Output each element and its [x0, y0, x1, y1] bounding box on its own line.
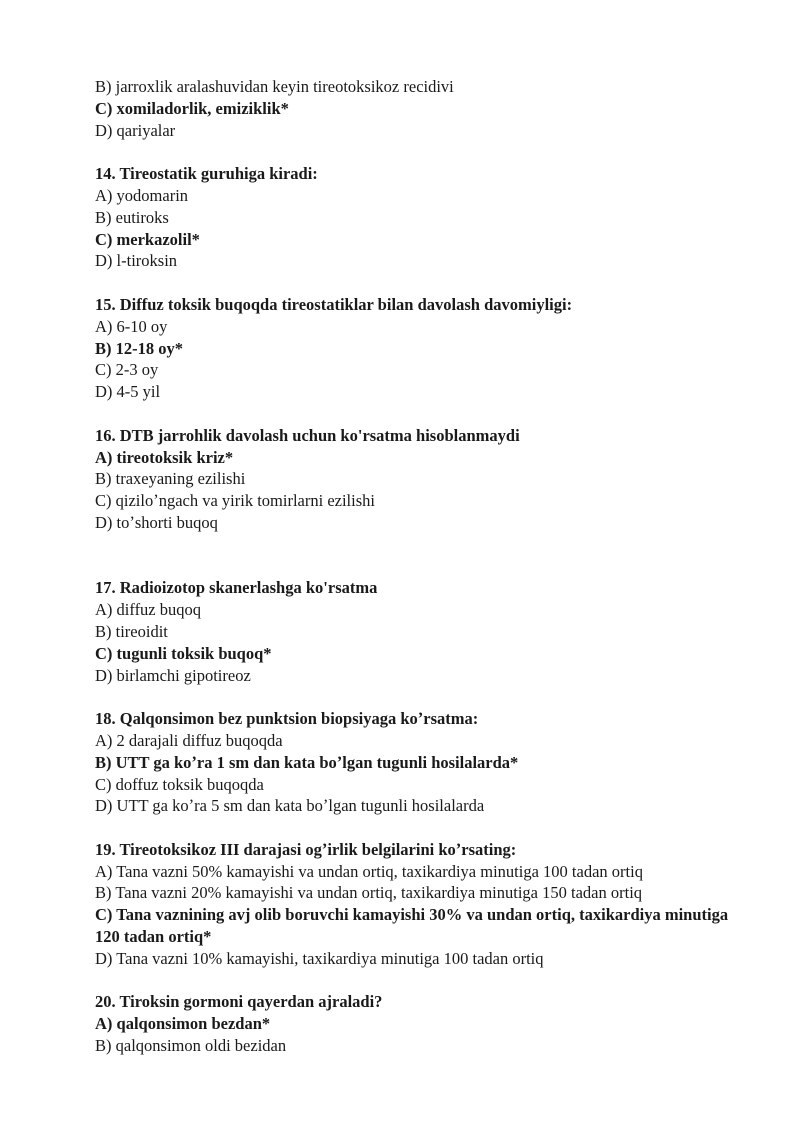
option-c-correct: C) merkazolil* — [95, 229, 200, 249]
option-b-correct: B) UTT ga koʼra 1 sm dan kata boʼlgan tugunli hosilalarda* — [95, 752, 519, 772]
option-d: D) l-tiroksin — [95, 251, 178, 271]
option-c: C) 2-3 oy — [95, 360, 159, 380]
option-a-correct: A) qalqonsimon bezdan* — [95, 1014, 271, 1034]
option-b: B) Tana vazni 20% kamayishi va undan ortiq, taxikardiya minutiga 150 tadan ortiq — [95, 883, 643, 903]
option-a: A) diffuz buqoq — [95, 600, 202, 620]
question-title: 20. Tiroksin gormoni qayerdan ajraladi? — [95, 992, 383, 1012]
question-title: 18. Qalqonsimon bez punktsion biopsiyaga koʼrsatma: — [95, 709, 479, 729]
option-d: D) toʼshorti buqoq — [95, 512, 218, 532]
option-a: A) 2 darajali diffuz buqoqda — [95, 730, 283, 750]
option-c-correct: C) xomiladorlik, emiziklik* — [95, 98, 289, 118]
option-a-correct: A) tireotoksik kriz* — [95, 447, 234, 467]
option-a: A) 6-10 oy — [95, 316, 168, 336]
option-c-correct: C) Tana vaznining avj olib boruvchi kamayishi 30% va undan ortiq, taxikardiya minutiga 120 tadan ortiq* — [95, 905, 729, 947]
question-title: 19. Tireotoksikoz III darajasi ogʼirlik belgilarini koʼrsating: — [95, 839, 517, 859]
option-b: B) jarroxlik aralashuvidan keyin tireotoksikoz recidivi — [95, 77, 454, 96]
option-b: B) traxeyaning ezilishi — [95, 469, 246, 489]
option-c-correct: C) tugunli toksik buqoq* — [95, 643, 272, 663]
question-title: 16. DTB jarrohlik davolash uchun ko'rsatma hisoblanmaydi — [95, 425, 520, 445]
option-c: C) qiziloʼngach va yirik tomirlarni ezilishi — [95, 491, 375, 511]
option-d: D) Tana vazni 10% kamayishi, taxikardiya minutiga 100 tadan ortiq — [95, 948, 544, 968]
option-d: D) qariyalar — [95, 120, 176, 140]
question-title: 17. Radioizotop skanerlashga ko'rsatma — [95, 578, 378, 598]
option-b: B) qalqonsimon oldi bezidan — [95, 1036, 287, 1056]
option-d: D) birlamchi gipotireoz — [95, 665, 251, 685]
question-13-tail — [95, 76, 760, 141]
question-18 — [95, 708, 760, 817]
question-17 — [95, 577, 760, 686]
option-b: B) tireoidit — [95, 621, 168, 641]
option-d: D) UTT ga koʼra 5 sm dan kata boʼlgan tugunli hosilalarda — [95, 796, 485, 816]
option-b-correct: B) 12-18 oy* — [95, 338, 183, 358]
question-16 — [95, 425, 760, 534]
option-c: C) doffuz toksik buqoqda — [95, 774, 264, 794]
question-title: 15. Diffuz toksik buqoqda tireostatiklar bilan davolash davomiyligi: — [95, 294, 573, 314]
question-19 — [95, 839, 760, 970]
question-title: 14. Tireostatik guruhiga kiradi: — [95, 164, 318, 184]
option-a: A) yodomarin — [95, 185, 189, 205]
option-d: D) 4-5 yil — [95, 382, 161, 402]
option-a: A) Tana vazni 50% kamayishi va undan ortiq, taxikardiya minutiga 100 tadan ortiq — [95, 861, 643, 881]
question-14 — [95, 163, 760, 272]
question-20 — [95, 991, 760, 1056]
question-15 — [95, 294, 760, 403]
option-b: B) eutiroks — [95, 207, 169, 227]
